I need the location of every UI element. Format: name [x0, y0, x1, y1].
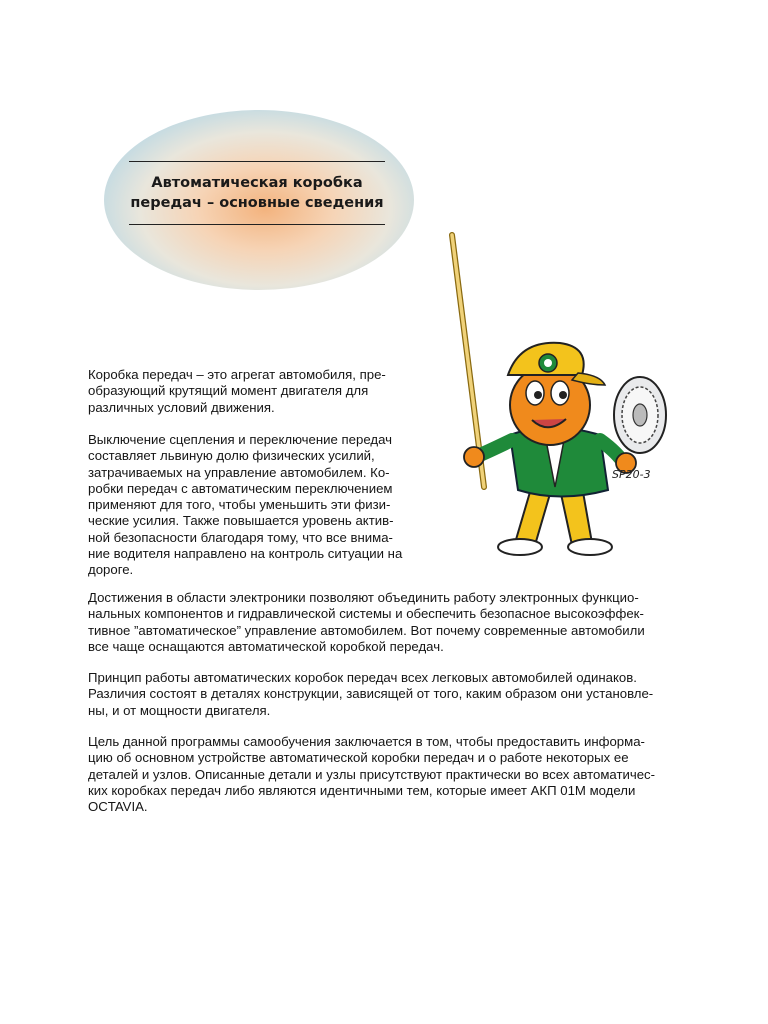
title-box [129, 161, 385, 225]
paragraph-principle: Принцип работы автоматических коробок передач всех легковых автомобилей одинаков. Различия состоят в деталях конструкции, зависящей от того, каким образом они установле- ны, и от мощности двигателя. [88, 670, 654, 718]
paragraph-intro: Коробка передач – это агрегат автомобиля, пре- образующий крутящий момент двигателя для различных условий движения. [88, 367, 386, 415]
page-title: Автоматическая коробка передач – основные сведения [130, 175, 384, 211]
paragraph-goal: Цель данной программы самообучения заключается в том, чтобы предоставить информа- цию об основном устройстве автоматической коробки передач и о работе некоторых ее деталей и узлов. Описанные детали и узлы присутствуют практически во всех автоматичес- ких коробках передач либо являются идентичными тем, которые имеет АКП 01М модели OCTAVIA. [88, 734, 656, 815]
figure-label: SP20-3 [612, 468, 651, 481]
mascot-illustration [440, 225, 680, 565]
paragraph-clutch: Выключение сцепления и переключение передач составляет львиную долю физических усилий, затрачиваемых на управление автомобилем. Ко- робки передач с автоматическим переключением применяют для того, чтобы уменьшить эти физи- ческие усилия. Также повышается уровень актив- ной безопасности благодаря тому, что все внима- ние водителя направлено на контроль ситуации на дороге. [88, 432, 403, 578]
paragraph-electronics: Достижения в области электроники позволяют объединить работу электронных функцио- нальных компонентов и гидравлической системы и обеспечить безопасное высокоэффек- тивное ”автоматическое” управление автомобилем. Вот почему современные автомобили все чаще оснащаются автоматической коробкой передач. [88, 590, 645, 654]
